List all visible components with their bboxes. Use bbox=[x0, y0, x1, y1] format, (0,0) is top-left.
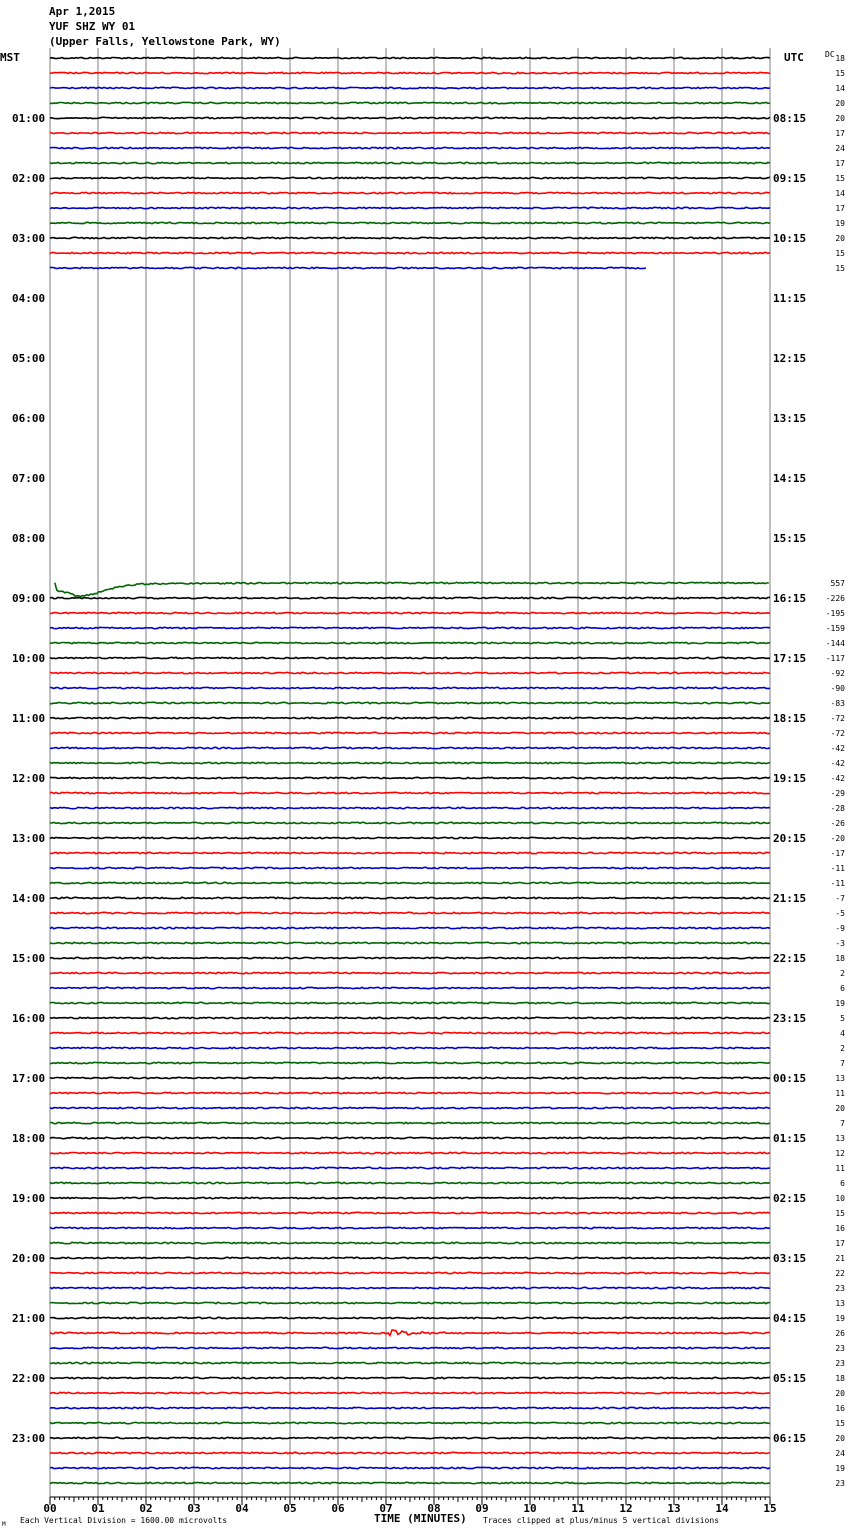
utc-hour-label: 13:15 bbox=[773, 412, 807, 425]
mst-hour-label: 02:00 bbox=[12, 172, 46, 185]
dc-label: 7 bbox=[840, 1059, 845, 1068]
utc-hour-label: 17:15 bbox=[773, 652, 807, 665]
utc-hour-label: 11:15 bbox=[773, 292, 807, 305]
dc-label: 15 bbox=[835, 1419, 845, 1428]
utc-hour-label: 15:15 bbox=[773, 532, 807, 545]
dc-label: -9 bbox=[835, 924, 845, 933]
dc-label: 6 bbox=[840, 984, 845, 993]
trace-row-64 bbox=[50, 1017, 770, 1018]
trace-row-14 bbox=[50, 267, 646, 268]
trace-row-71 bbox=[50, 1122, 770, 1123]
utc-hour-label: 02:15 bbox=[773, 1192, 807, 1205]
dc-label: 20 bbox=[835, 1389, 845, 1398]
dc-label: -83 bbox=[830, 699, 845, 708]
mst-hour-label: 11:00 bbox=[12, 712, 46, 725]
x-tick-label: 05 bbox=[283, 1502, 297, 1515]
dc-label: 15 bbox=[835, 1209, 845, 1218]
x-tick-label: 09 bbox=[475, 1502, 489, 1515]
trace-row-92 bbox=[50, 1437, 770, 1438]
mst-hour-label: 15:00 bbox=[12, 952, 46, 965]
trace-row-43 bbox=[50, 702, 770, 703]
trace-row-8 bbox=[50, 177, 770, 178]
trace-row-58 bbox=[50, 927, 770, 928]
grid-lines bbox=[50, 48, 770, 1497]
dc-label: 557 bbox=[830, 579, 845, 588]
dc-label: 20 bbox=[835, 1104, 845, 1113]
dc-label: 2 bbox=[840, 969, 845, 978]
trace-row-42 bbox=[50, 687, 770, 688]
trace-row-94 bbox=[50, 1467, 770, 1468]
dc-label: -11 bbox=[830, 879, 845, 888]
trace-row-59 bbox=[50, 942, 770, 943]
dc-label: -11 bbox=[830, 864, 845, 873]
mst-hour-label: 17:00 bbox=[12, 1072, 46, 1085]
trace-row-10 bbox=[50, 207, 770, 208]
dc-label: 23 bbox=[835, 1479, 845, 1488]
dc-label: 19 bbox=[835, 999, 845, 1008]
trace-row-4 bbox=[50, 117, 770, 118]
mst-hour-label: 13:00 bbox=[12, 832, 46, 845]
trace-row-88 bbox=[50, 1377, 770, 1378]
trace-row-53 bbox=[50, 852, 770, 853]
x-axis-title: TIME (MINUTES) bbox=[374, 1512, 467, 1525]
trace-row-45 bbox=[50, 732, 770, 733]
x-tick-label: 04 bbox=[235, 1502, 249, 1515]
trace-row-9 bbox=[50, 192, 770, 193]
trace-row-6 bbox=[50, 147, 770, 148]
dc-label: 23 bbox=[835, 1359, 845, 1368]
trace-row-50 bbox=[50, 807, 770, 808]
dc-label: 7 bbox=[840, 1119, 845, 1128]
mst-hour-label: 23:00 bbox=[12, 1432, 46, 1445]
dc-label: -26 bbox=[830, 819, 845, 828]
dc-label: -20 bbox=[830, 834, 845, 843]
dc-label: 26 bbox=[835, 1329, 845, 1338]
trace-row-37 bbox=[50, 612, 770, 613]
utc-hour-label: 01:15 bbox=[773, 1132, 807, 1145]
trace-row-76 bbox=[50, 1197, 770, 1198]
dc-label: 14 bbox=[835, 84, 845, 93]
mst-hour-labels bbox=[12, 112, 45, 1445]
trace-row-78 bbox=[50, 1227, 770, 1228]
dc-label: -3 bbox=[835, 939, 845, 948]
dc-label: 14 bbox=[835, 189, 845, 198]
dc-label: 15 bbox=[835, 69, 845, 78]
trace-row-89 bbox=[50, 1392, 770, 1393]
trace-row-85 bbox=[50, 1330, 770, 1335]
x-tick-label: 03 bbox=[187, 1502, 201, 1515]
dc-label: 20 bbox=[835, 1434, 845, 1443]
dc-label: 6 bbox=[840, 1179, 845, 1188]
dc-label: 2 bbox=[840, 1044, 845, 1053]
dc-label: -226 bbox=[825, 594, 845, 603]
mst-hour-label: 07:00 bbox=[12, 472, 46, 485]
trace-row-12 bbox=[50, 237, 770, 238]
trace-row-7 bbox=[50, 162, 770, 163]
trace-row-47 bbox=[50, 762, 770, 763]
dc-label: 23 bbox=[835, 1344, 845, 1353]
mst-hour-label: 09:00 bbox=[12, 592, 46, 605]
trace-row-48 bbox=[50, 777, 770, 778]
dc-label: -159 bbox=[825, 624, 845, 633]
dc-label: 23 bbox=[835, 1284, 845, 1293]
dc-label: -117 bbox=[825, 654, 845, 663]
utc-hour-label: 14:15 bbox=[773, 472, 807, 485]
trace-row-81 bbox=[50, 1272, 770, 1273]
dc-label: 15 bbox=[835, 174, 845, 183]
dc-label: -92 bbox=[830, 669, 845, 678]
trace-row-61 bbox=[50, 972, 770, 973]
dc-label: 20 bbox=[835, 114, 845, 123]
x-tick-label: 13 bbox=[667, 1502, 681, 1515]
plot-date: Apr 1,2015 bbox=[49, 5, 116, 18]
trace-row-39 bbox=[50, 642, 770, 643]
dc-label: 17 bbox=[835, 129, 845, 138]
trace-row-3 bbox=[50, 102, 770, 103]
trace-row-56 bbox=[50, 897, 770, 898]
utc-zone-label: UTC bbox=[784, 51, 804, 64]
trace-row-65 bbox=[50, 1032, 770, 1033]
utc-hour-label: 12:15 bbox=[773, 352, 807, 365]
utc-hour-label: 16:15 bbox=[773, 592, 807, 605]
trace-row-2 bbox=[50, 87, 770, 88]
trace-row-49 bbox=[50, 792, 770, 793]
trace-row-54 bbox=[50, 867, 770, 868]
trace-row-46 bbox=[50, 747, 770, 748]
mst-hour-label: 19:00 bbox=[12, 1192, 46, 1205]
utc-hour-label: 04:15 bbox=[773, 1312, 807, 1325]
mst-hour-label: 18:00 bbox=[12, 1132, 46, 1145]
x-tick-label: 11 bbox=[571, 1502, 585, 1515]
trace-row-44 bbox=[50, 717, 770, 718]
utc-hour-label: 18:15 bbox=[773, 712, 807, 725]
trace-row-67 bbox=[50, 1062, 770, 1063]
dc-label: -72 bbox=[830, 714, 845, 723]
mst-zone-label: MST bbox=[0, 51, 20, 64]
x-tick-label: 07 bbox=[379, 1502, 393, 1515]
trace-row-35 bbox=[55, 582, 769, 596]
x-tick-label: 00 bbox=[43, 1502, 57, 1515]
trace-row-62 bbox=[50, 987, 770, 988]
trace-row-84 bbox=[50, 1317, 770, 1318]
dc-label: 24 bbox=[835, 144, 845, 153]
mst-hour-label: 06:00 bbox=[12, 412, 46, 425]
dc-label: -28 bbox=[830, 804, 845, 813]
utc-hour-label: 00:15 bbox=[773, 1072, 807, 1085]
dc-label: 17 bbox=[835, 204, 845, 213]
x-tick-label: 02 bbox=[139, 1502, 153, 1515]
trace-row-13 bbox=[50, 252, 770, 253]
dc-label: 12 bbox=[835, 1149, 845, 1158]
trace-row-57 bbox=[50, 912, 770, 913]
x-tick-label: 10 bbox=[523, 1502, 537, 1515]
utc-hour-label: 03:15 bbox=[773, 1252, 807, 1265]
dc-label: 11 bbox=[835, 1089, 845, 1098]
utc-hour-label: 22:15 bbox=[773, 952, 807, 965]
x-tick-label: 06 bbox=[331, 1502, 345, 1515]
dc-label: -7 bbox=[835, 894, 845, 903]
dc-label: 17 bbox=[835, 1239, 845, 1248]
dc-label: -5 bbox=[835, 909, 845, 918]
utc-hour-label: 05:15 bbox=[773, 1372, 807, 1385]
trace-row-5 bbox=[50, 132, 770, 133]
trace-row-90 bbox=[50, 1407, 770, 1408]
dc-label: 19 bbox=[835, 1314, 845, 1323]
utc-hour-label: 10:15 bbox=[773, 232, 807, 245]
mst-hour-label: 16:00 bbox=[12, 1012, 46, 1025]
trace-row-75 bbox=[50, 1182, 770, 1183]
dc-label: 18 bbox=[835, 54, 845, 63]
dc-label: -195 bbox=[825, 609, 845, 618]
trace-row-95 bbox=[50, 1482, 770, 1483]
mst-hour-label: 12:00 bbox=[12, 772, 46, 785]
dc-label: 20 bbox=[835, 99, 845, 108]
trace-row-93 bbox=[50, 1452, 770, 1453]
mst-hour-label: 08:00 bbox=[12, 532, 46, 545]
station-code: YUF SHZ WY 01 bbox=[49, 20, 136, 33]
mst-hour-label: 05:00 bbox=[12, 352, 46, 365]
trace-row-79 bbox=[50, 1242, 770, 1243]
dc-label: -29 bbox=[830, 789, 845, 798]
dc-label: 10 bbox=[835, 1194, 845, 1203]
dc-label: -144 bbox=[825, 639, 845, 648]
dc-label: 19 bbox=[835, 219, 845, 228]
seismic-traces bbox=[50, 57, 770, 1483]
mst-hour-label: 04:00 bbox=[12, 292, 46, 305]
utc-hour-label: 08:15 bbox=[773, 112, 807, 125]
utc-hour-label: 20:15 bbox=[773, 832, 807, 845]
trace-row-72 bbox=[50, 1137, 770, 1138]
trace-row-68 bbox=[50, 1077, 770, 1078]
dc-label: 13 bbox=[835, 1134, 845, 1143]
dc-label: 21 bbox=[835, 1254, 845, 1263]
dc-label: 13 bbox=[835, 1299, 845, 1308]
trace-row-40 bbox=[50, 657, 770, 658]
x-tick-label: 01 bbox=[91, 1502, 105, 1515]
trace-row-38 bbox=[50, 627, 770, 628]
clip-note: Traces clipped at plus/minus 5 vertical divisions bbox=[483, 1516, 720, 1525]
trace-row-63 bbox=[50, 1002, 770, 1003]
mst-hour-label: 01:00 bbox=[12, 112, 46, 125]
trace-row-73 bbox=[50, 1152, 770, 1153]
dc-label: 22 bbox=[835, 1269, 845, 1278]
dc-label: 24 bbox=[835, 1449, 845, 1458]
dc-label: -90 bbox=[830, 684, 845, 693]
trace-row-82 bbox=[50, 1287, 770, 1288]
trace-row-91 bbox=[50, 1422, 770, 1423]
trace-row-69 bbox=[50, 1092, 770, 1093]
dc-label: 18 bbox=[835, 954, 845, 963]
utc-hour-labels bbox=[773, 112, 806, 1445]
dc-offset-labels bbox=[826, 54, 845, 1488]
dc-label: 17 bbox=[835, 159, 845, 168]
scale-note: Each Vertical Division = 1600.00 microvolts bbox=[20, 1516, 228, 1525]
dc-label: -42 bbox=[830, 744, 845, 753]
dc-label: 16 bbox=[835, 1404, 845, 1413]
x-tick-label: 12 bbox=[619, 1502, 633, 1515]
dc-label: -72 bbox=[830, 729, 845, 738]
trace-row-77 bbox=[50, 1212, 770, 1213]
dc-label: 15 bbox=[835, 249, 845, 258]
mst-hour-label: 22:00 bbox=[12, 1372, 46, 1385]
dc-label: 20 bbox=[835, 234, 845, 243]
x-tick-label: 15 bbox=[763, 1502, 777, 1515]
station-name: (Upper Falls, Yellowstone Park, WY) bbox=[49, 35, 281, 48]
dc-label: 18 bbox=[835, 1374, 845, 1383]
trace-row-1 bbox=[50, 72, 770, 73]
mst-hour-label: 10:00 bbox=[12, 652, 46, 665]
mst-hour-label: 14:00 bbox=[12, 892, 46, 905]
dc-label: 15 bbox=[835, 264, 845, 273]
trace-row-74 bbox=[50, 1167, 770, 1168]
dc-label: 16 bbox=[835, 1224, 845, 1233]
trace-row-83 bbox=[50, 1302, 770, 1303]
mst-hour-label: 20:00 bbox=[12, 1252, 46, 1265]
trace-row-52 bbox=[50, 837, 770, 838]
utc-hour-label: 19:15 bbox=[773, 772, 807, 785]
trace-row-41 bbox=[50, 672, 770, 673]
x-tick-label: 08 bbox=[427, 1502, 441, 1515]
dc-label: 5 bbox=[840, 1014, 845, 1023]
trace-row-86 bbox=[50, 1347, 770, 1348]
trace-row-60 bbox=[50, 957, 770, 958]
corner-mark: M bbox=[2, 1521, 6, 1528]
mst-hour-label: 03:00 bbox=[12, 232, 46, 245]
utc-hour-label: 09:15 bbox=[773, 172, 807, 185]
trace-row-66 bbox=[50, 1047, 770, 1048]
trace-row-80 bbox=[50, 1257, 770, 1258]
mst-hour-label: 21:00 bbox=[12, 1312, 46, 1325]
dc-label: -42 bbox=[830, 774, 845, 783]
dc-label: -17 bbox=[830, 849, 845, 858]
dc-label: 11 bbox=[835, 1164, 845, 1173]
trace-row-70 bbox=[50, 1107, 770, 1108]
utc-hour-label: 21:15 bbox=[773, 892, 807, 905]
trace-row-11 bbox=[50, 222, 770, 223]
trace-row-36 bbox=[50, 597, 770, 598]
dc-header-label: DC bbox=[825, 50, 835, 59]
dc-label: -42 bbox=[830, 759, 845, 768]
trace-row-0 bbox=[50, 57, 770, 58]
utc-hour-label: 23:15 bbox=[773, 1012, 807, 1025]
trace-row-87 bbox=[50, 1362, 770, 1363]
trace-row-51 bbox=[50, 822, 770, 823]
dc-label: 13 bbox=[835, 1074, 845, 1083]
trace-row-55 bbox=[50, 882, 770, 883]
dc-label: 19 bbox=[835, 1464, 845, 1473]
dc-label: 4 bbox=[840, 1029, 845, 1038]
utc-hour-label: 06:15 bbox=[773, 1432, 807, 1445]
x-tick-label: 14 bbox=[715, 1502, 729, 1515]
